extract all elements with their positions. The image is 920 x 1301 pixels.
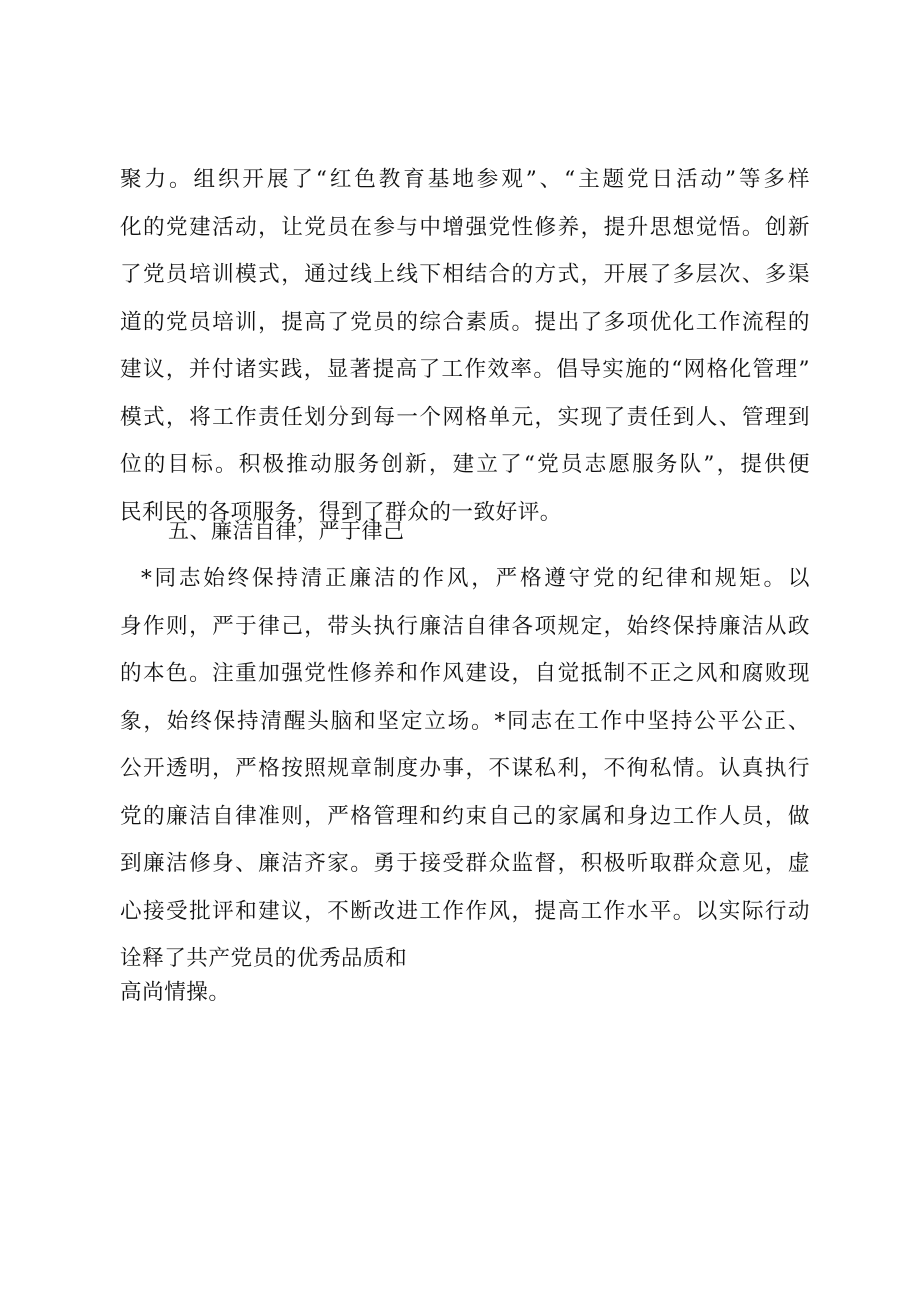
paragraph-line: 身作则，严于律己，带头执行廉洁自律各项规定，始终保持廉洁从政 — [120, 613, 810, 639]
paragraph-line: 高尚情操。 — [120, 979, 231, 1005]
paragraph-line: 民利民的各项服务，得到了群众的一致好评。 — [120, 499, 562, 525]
paragraph-line: 建议，并付诸实践，显著提高了工作效率。倡导实施的“网格化管理” — [120, 357, 810, 382]
paragraph-line: 模式，将工作责任划分到每一个网格单元，实现了责任到人、管理到 — [120, 404, 810, 430]
paragraph-line: *同志始终保持清正廉洁的作风，严格遵守党的纪律和规矩。以 — [141, 566, 810, 591]
paragraph-party-building — [120, 156, 810, 536]
paragraph-line: 诠释了共产党员的优秀品质和 — [120, 946, 408, 971]
paragraph-line: 公开透明，严格按照规章制度办事，不谋私利，不徇私情。认真执行 — [120, 756, 810, 781]
paragraph-line: 党的廉洁自律准则，严格管理和约束自己的家属和身边工作人员，做 — [120, 803, 810, 829]
paragraph-line: 化的党建活动，让党员在参与中增强党性修养，提升思想觉悟。创新 — [120, 214, 810, 240]
paragraph-line: 了党员培训模式，通过线上线下相结合的方式，开展了多层次、多渠 — [120, 262, 810, 287]
section-heading: 五、廉洁自律，严于律己 — [168, 519, 405, 543]
paragraph-line: 位的目标。积极推动服务创新，建立了“党员志愿服务队”，提供便 — [120, 452, 810, 477]
paragraph-line: 聚力。组织开展了“红色教育基地参观”、“主题党日活动”等多样 — [120, 167, 810, 192]
paragraph-line: 道的党员培训，提高了党员的综合素质。提出了多项优化工作流程的 — [120, 309, 810, 335]
paragraph-line: 心接受批评和建议，不断改进工作作风，提高工作水平。以实际行动 — [120, 898, 810, 924]
paragraph-integrity — [120, 555, 810, 1016]
paragraph-line: 到廉洁修身、廉洁齐家。勇于接受群众监督，积极听取群众意见，虚 — [120, 851, 810, 876]
paragraph-line: 象，始终保持清醒头脑和坚定立场。*同志在工作中坚持公平公正、 — [120, 708, 810, 734]
paragraph-line: 的本色。注重加强党性修养和作风建设，自觉抵制不正之风和腐败现 — [120, 661, 810, 686]
